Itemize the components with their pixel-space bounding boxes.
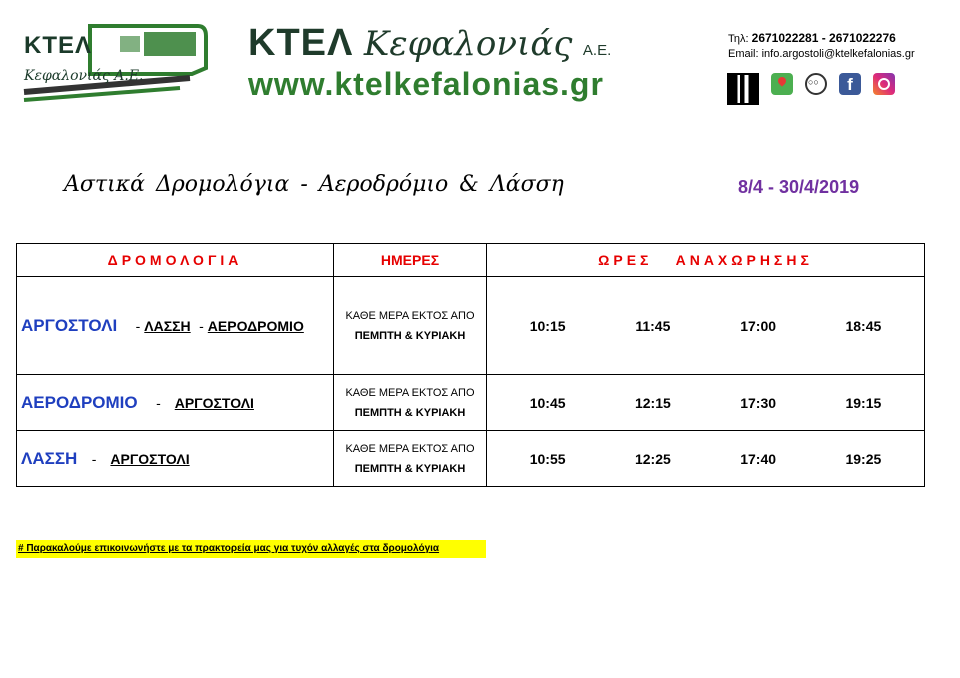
brand-suffix: Α.Ε. <box>582 42 612 59</box>
table-header-row <box>17 244 925 277</box>
brand-name: Κεφαλονιάς <box>363 24 573 64</box>
table-row <box>17 431 925 487</box>
schedule-note: # Παρακαλούμε επικοινωνήστε με τα πρακτορεία μας για τυχόν αλλαγές στα δρομολόγια <box>16 540 486 558</box>
departure-time: 19:15 <box>845 394 882 411</box>
times-cell <box>487 277 925 375</box>
schedule-title: Αστικά Δρομολόγια - Αεροδρόμιο & Λάσση <box>64 172 564 197</box>
header-days: ΗΜΕΡΕΣ <box>334 244 487 277</box>
route-stop: ΑΡΓΟΣΤΟΛΙ <box>174 394 254 411</box>
days-cell <box>334 375 487 431</box>
departure-time: 18:45 <box>845 317 882 334</box>
route-separator: - <box>199 317 204 334</box>
route-stop: ΛΑΣΣΗ <box>144 317 191 334</box>
route-cell <box>17 375 334 431</box>
route-separator: - <box>91 450 97 467</box>
departure-time: 10:45 <box>529 394 566 411</box>
days-line1: ΚΑΘΕ ΜΕΡΑ ΕΚΤΟΣ ΑΠΟ <box>345 309 475 322</box>
route-separator: - <box>156 394 161 411</box>
departure-time: 17:00 <box>740 317 777 334</box>
days-line2: ΠΕΜΠΤΗ & ΚΥΡΙΑΚΗ <box>354 406 466 419</box>
qr-code-icon[interactable] <box>727 73 759 105</box>
header-routes: ΔΡΟΜΟΛΟΓΙΑ <box>17 244 334 277</box>
schedule-table <box>16 243 925 487</box>
logo-subtitle: Κεφαλονιάς Α.Ε. <box>24 68 144 84</box>
company-logo <box>20 22 210 104</box>
times-cell <box>487 375 925 431</box>
days-line1: ΚΑΘΕ ΜΕΡΑ ΕΚΤΟΣ ΑΠΟ <box>345 442 475 455</box>
route-cell <box>17 431 334 487</box>
contact-info <box>728 31 915 62</box>
departure-time: 10:15 <box>529 317 566 334</box>
route-origin: ΑΕΡΟΔΡΟΜΙΟ <box>21 392 138 412</box>
route-origin: ΛΑΣΣΗ <box>21 448 78 468</box>
departure-time: 12:25 <box>634 450 671 467</box>
times-cell <box>487 431 925 487</box>
route-stop: ΑΡΓΟΣΤΟΛΙ <box>110 450 190 467</box>
route-cell <box>17 277 334 375</box>
departure-time: 19:25 <box>845 450 882 467</box>
days-line2: ΠΕΜΠΤΗ & ΚΥΡΙΑΚΗ <box>354 462 466 475</box>
departure-time: 17:40 <box>740 450 777 467</box>
schedule-dates: 8/4 - 30/4/2019 <box>738 177 860 197</box>
brand-title <box>248 22 611 65</box>
tripadvisor-icon[interactable] <box>805 73 827 95</box>
header-times: ΩΡΕΣ ΑΝΑΧΩΡΗΣΗΣ <box>487 244 925 277</box>
days-cell <box>334 277 487 375</box>
departure-time: 10:55 <box>529 450 566 467</box>
instagram-icon[interactable] <box>873 73 895 95</box>
days-cell <box>334 431 487 487</box>
phone-label: Τηλ: <box>728 33 749 45</box>
logo-ktel-text: ΚΤΕΛ <box>24 32 93 59</box>
departure-time: 17:30 <box>740 394 777 411</box>
departure-time: 12:15 <box>634 394 671 411</box>
route-separator: - <box>135 317 141 334</box>
route-stop: ΑΕΡΟΔΡΟΜΙΟ <box>207 317 304 334</box>
departure-time: 11:45 <box>635 317 671 334</box>
email-address[interactable]: Email: info.argostoli@ktelkefalonias.gr <box>728 48 915 60</box>
website-url[interactable]: www.ktelkefalonias.gr <box>248 66 604 102</box>
route-origin: ΑΡΓΟΣΤΟΛΙ <box>21 315 118 335</box>
days-line1: ΚΑΘΕ ΜΕΡΑ ΕΚΤΟΣ ΑΠΟ <box>345 386 475 399</box>
table-row <box>17 375 925 431</box>
table-row <box>17 277 925 375</box>
days-line2: ΠΕΜΠΤΗ & ΚΥΡΙΑΚΗ <box>354 329 466 342</box>
brand-ktel: ΚΤΕΛ <box>248 22 354 64</box>
social-icons <box>727 73 895 105</box>
phone-numbers: 2671022281 - 2671022276 <box>751 31 896 45</box>
facebook-icon[interactable]: f <box>839 73 861 95</box>
maps-icon[interactable] <box>771 73 793 95</box>
